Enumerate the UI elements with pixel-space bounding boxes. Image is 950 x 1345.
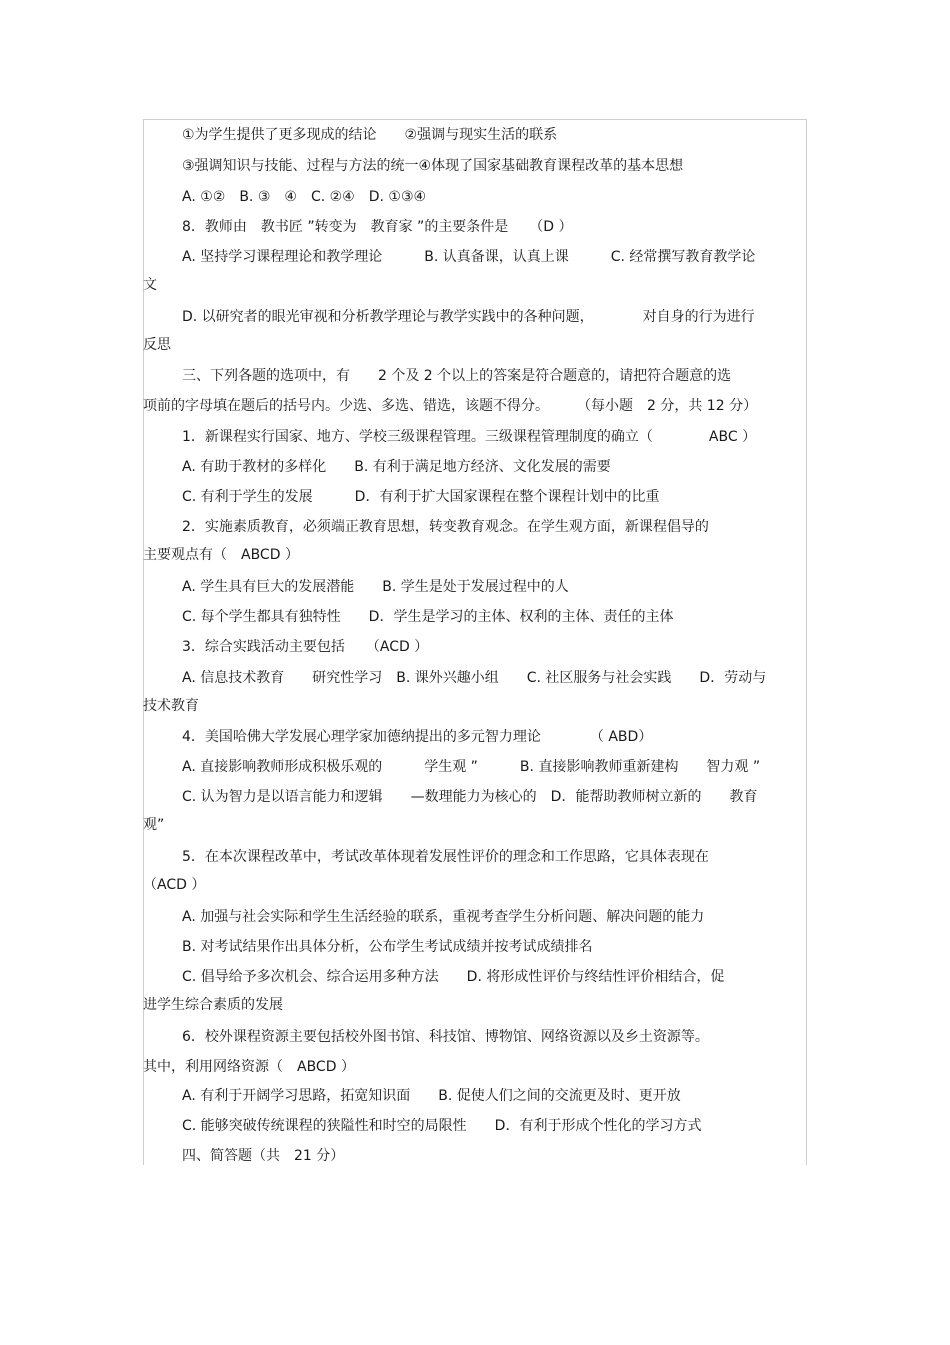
mc-question-1-options-cd: C. 有利于学生的发展 D．有利于扩大国家课程在整个课程计划中的比重 [182,489,660,505]
question-8-stem: 8．教师由 教书匠 ”转变为 教育家 ”的主要条件是 （D ） [182,219,573,235]
question-7-choices: A. ①② B. ③ ④ C. ②④ D. ①③④ [182,189,427,205]
mc-question-1-stem: 1．新课程实行国家、地方、学校三级课程管理。三级课程管理制度的确立（ ABC ） [182,429,757,445]
page-frame-top-border [143,119,807,120]
mc-question-6-options-ab: A. 有利于开阔学习思路，拓宽知识面 B. 促使人们之间的交流更及时、更开放 [182,1088,681,1104]
page-frame-right-border [806,119,807,1165]
question-8-option-d-cont: 反思 [143,337,171,353]
mc-question-5-stem-cont: （ACD ） [143,877,206,893]
mc-question-5-options-cd: C. 倡导给予多次机会、综合运用多种方法 D. 将形成性评价与终结性评价相结合，促 [182,969,725,985]
mc-question-4-options-cd: C. 认为智力是以语言能力和逻辑 —数理能力为核心的 D．能帮助教师树立新的 教育 [182,789,758,805]
mc-question-3-options-cont: 技术教育 [143,698,199,714]
mc-question-4-options-cd-cont: 观” [143,817,165,833]
question-8-option-d: D. 以研究者的眼光审视和分析教学理论与教学实践中的各种问题， 对自身的行为进行 [182,309,755,325]
mc-question-3-options: A. 信息技术教育 研究性学习 B. 课外兴趣小组 C. 社区服务与社会实践 D．劳动与 [182,670,767,686]
section-3-heading-cont: 项前的字母填在题后的括号内。少选、多选、错选，该题不得分。 （每小题 2 分，共 12 分） [143,398,758,414]
mc-question-1-options-ab: A. 有助于教材的多样化 B. 有利于满足地方经济、文化发展的需要 [182,459,611,475]
mc-question-6-stem: 6．校外课程资源主要包括校外图书馆、科技馆、博物馆、网络资源以及乡土资源等。 [182,1029,709,1045]
mc-question-6-options-cd: C. 能够突破传统课程的狭隘性和时空的局限性 D．有利于形成个性化的学习方式 [182,1118,702,1134]
mc-question-2-options-cd: C. 每个学生都具有独特性 D．学生是学习的主体、权利的主体、责任的主体 [182,609,674,625]
mc-question-2-options-ab: A. 学生具有巨大的发展潜能 B. 学生是处于发展过程中的人 [182,579,569,595]
mc-question-6-stem-cont: 其中，利用网络资源（ ABCD ） [143,1059,355,1075]
section-3-heading: 三、下列各题的选项中，有 2 个及 2 个以上的答案是符合题意的，请把符合题意的选 [182,368,732,384]
mc-question-4-options-ab: A. 直接影响教师形成积极乐观的 学生观 ” B. 直接影响教师重新建构 智力观 ” [182,759,761,775]
option-statements-1-2: ①为学生提供了更多现成的结论 ②强调与现实生活的联系 [182,127,558,143]
mc-question-4-stem: 4．美国哈佛大学发展心理学家加德纳提出的多元智力理论 （ ABD） [182,729,653,745]
option-statements-3-4: ③强调知识与技能、过程与方法的统一④体现了国家基础教育课程改革的基本思想 [182,158,684,174]
mc-question-2-stem: 2．实施素质教育，必须端正教育思想，转变教育观念。在学生观方面，新课程倡导的 [182,519,709,535]
question-8-options-abc: A. 坚持学习课程理论和教学理论 B. 认真备课，认真上课 C. 经常撰写教育教学论 [182,249,756,265]
mc-question-5-options-cd-cont: 进学生综合素质的发展 [143,997,283,1013]
mc-question-2-stem-cont: 主要观点有（ ABCD ） [143,547,299,563]
question-8-options-abc-cont: 文 [143,277,157,293]
mc-question-3-stem: 3．综合实践活动主要包括 （ACD ） [182,639,429,655]
mc-question-5-option-b: B. 对考试结果作出具体分析，公布学生考试成绩并按考试成绩排名 [182,939,593,955]
mc-question-5-stem: 5．在本次课程改革中，考试改革体现着发展性评价的理念和工作思路，它具体表现在 [182,849,709,865]
mc-question-5-option-a: A. 加强与社会实际和学生生活经验的联系，重视考查学生分析问题、解决问题的能力 [182,909,705,925]
section-4-heading: 四、简答题（共 21 分） [182,1148,345,1164]
